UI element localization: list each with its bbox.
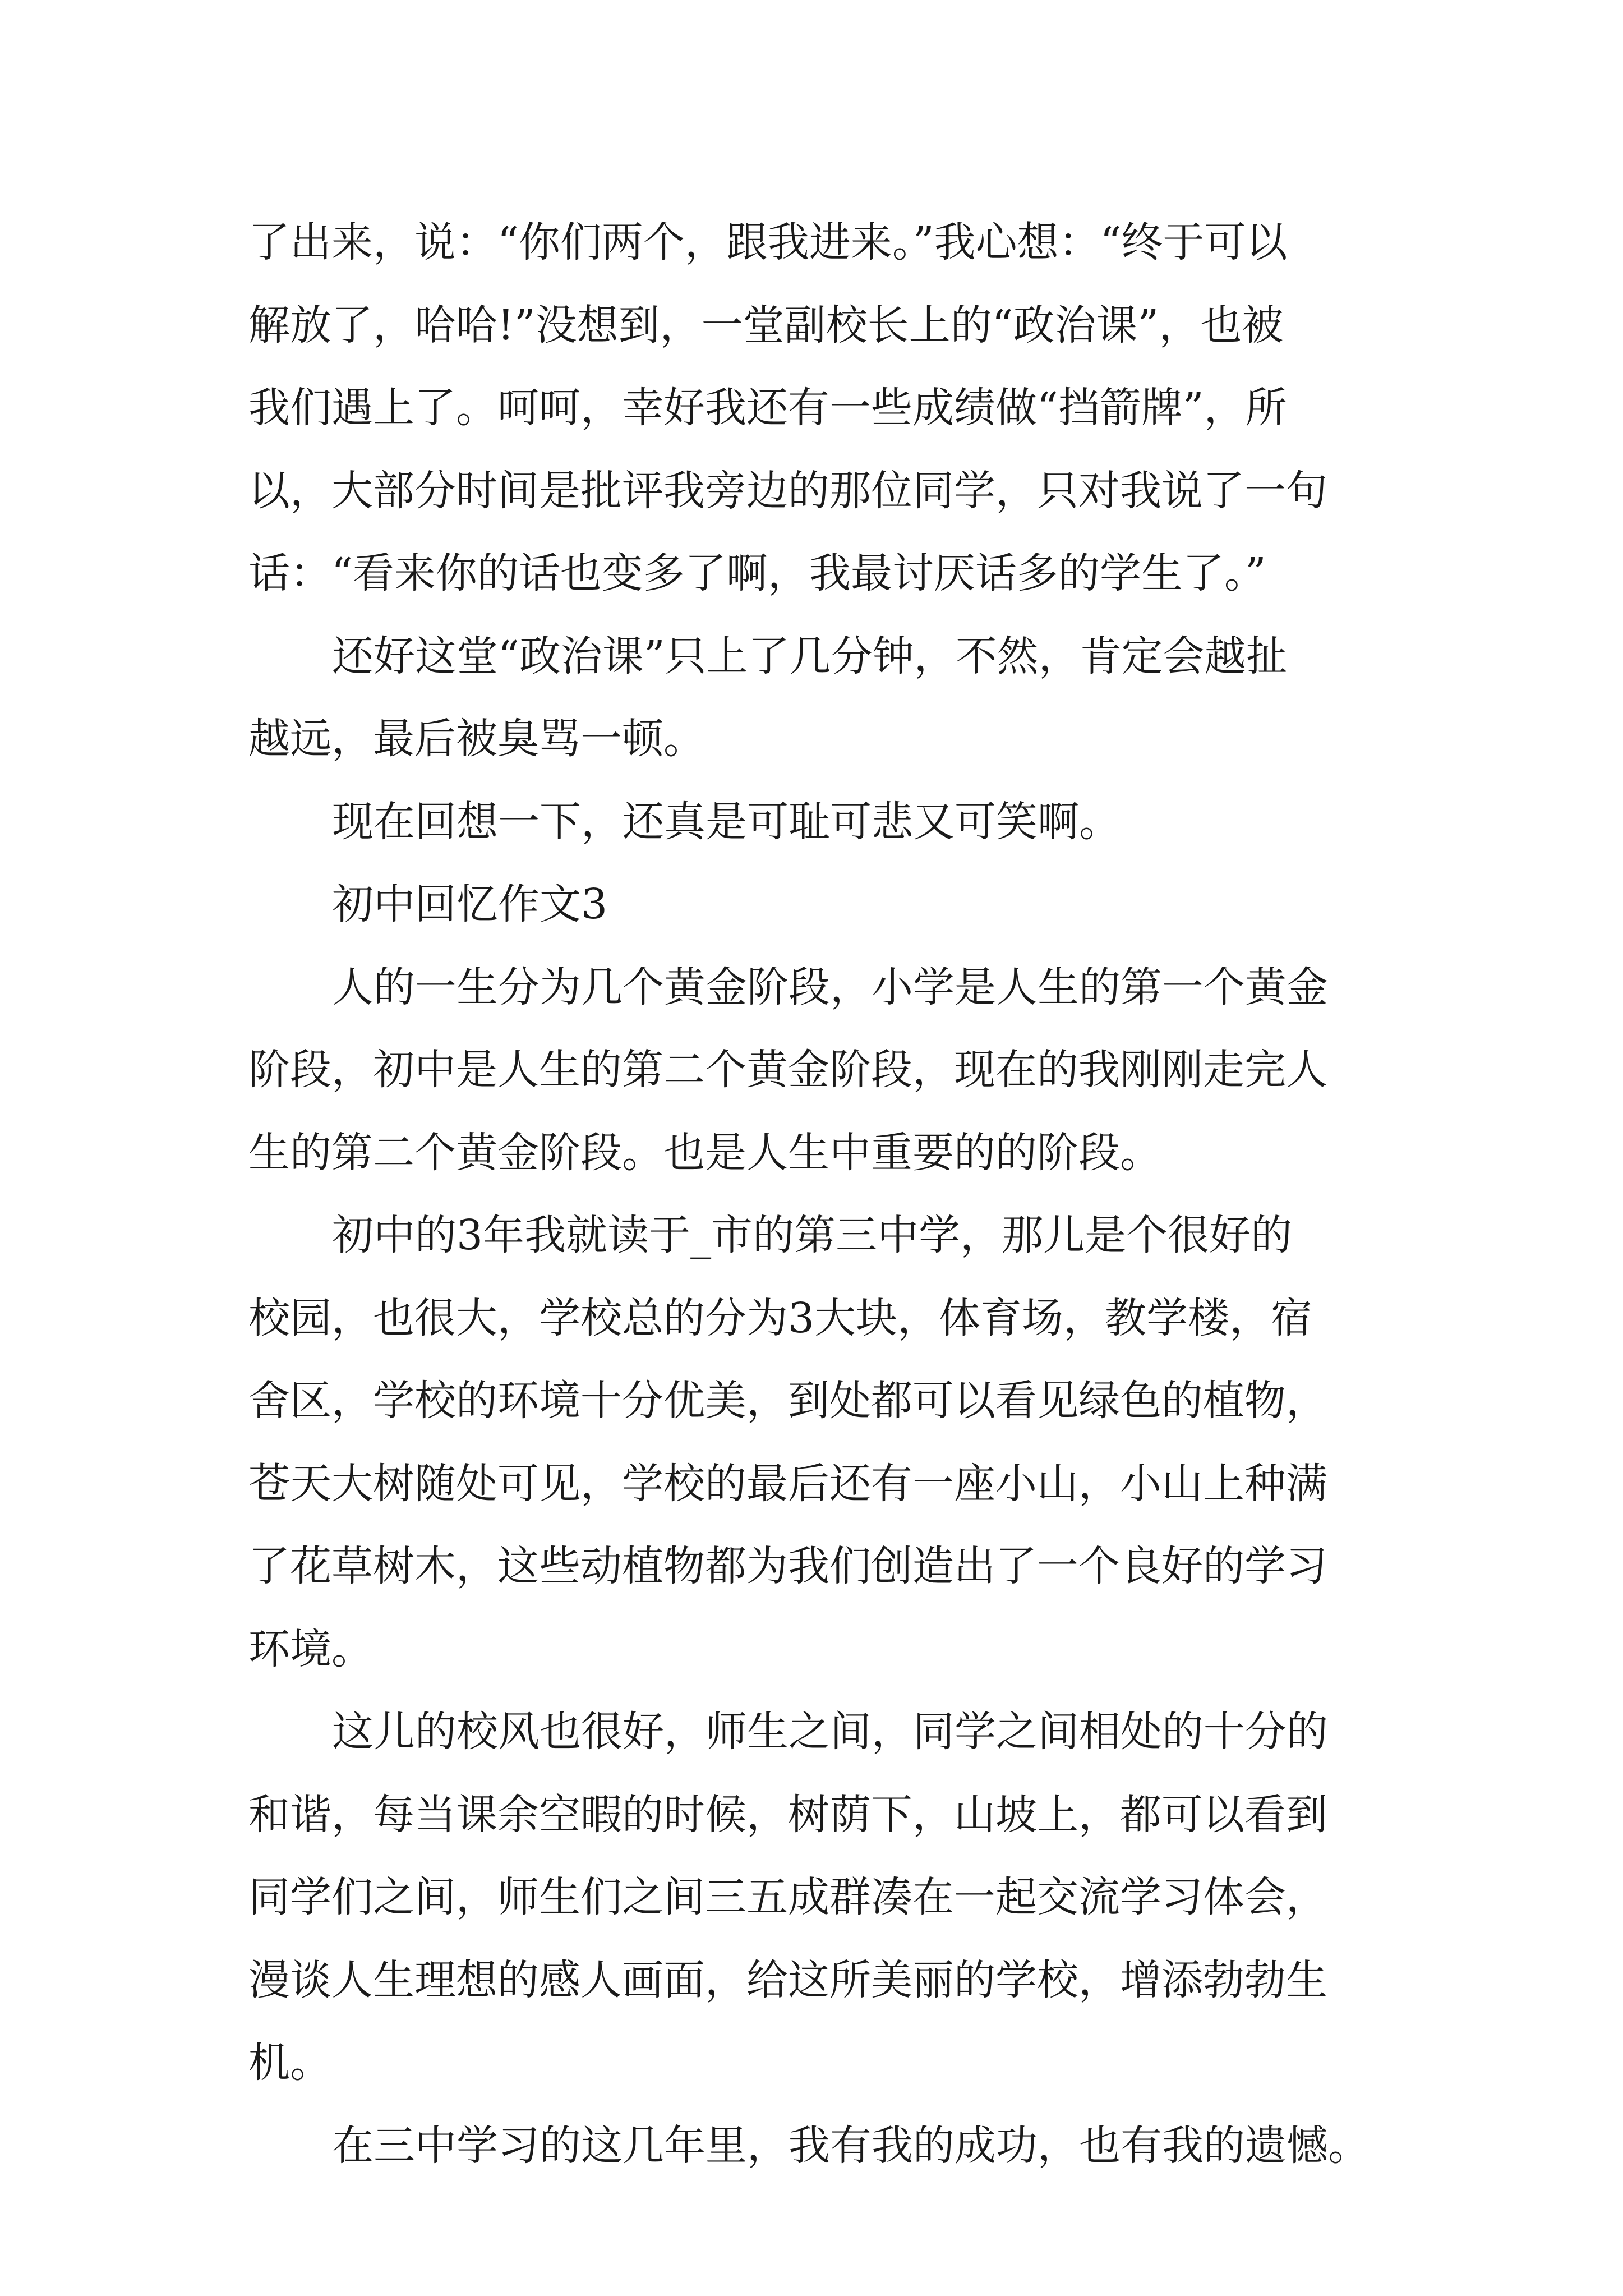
- text-line: 话：“看来你的话也变多了啊，我最讨厌话多的学生了。”: [248, 549, 1266, 597]
- section-heading: 初中回忆作文3: [332, 880, 608, 928]
- text-line: 以，大部分时间是批评我旁边的那位同学，只对我说了一句: [248, 467, 1327, 515]
- text-line: 我们遇上了。呵呵，幸好我还有一些成绩做“挡箭牌”，所: [248, 384, 1287, 432]
- text-line: 生的第二个黄金阶段。也是人生中重要的的阶段。: [248, 1129, 1161, 1177]
- text-line: 这儿的校风也很好，师生之间，同学之间相处的十分的: [332, 1708, 1328, 1756]
- text-line: 漫谈人生理想的感人画面，给这所美丽的学校，增添勃勃生: [248, 1956, 1327, 2004]
- text-line: 人的一生分为几个黄金阶段，小学是人生的第一个黄金: [332, 963, 1328, 1011]
- text-line: 机。: [248, 2039, 331, 2087]
- text-line: 苍天大树随处可见，学校的最后还有一座小山，小山上种满: [248, 1460, 1327, 1508]
- text-line: 现在回想一下，还真是可耻可悲又可笑啊。: [332, 798, 1121, 846]
- text-line: 还好这堂“政治课”只上了几分钟，不然，肯定会越扯: [332, 632, 1288, 680]
- text-line: 越远，最后被臭骂一顿。: [248, 715, 705, 763]
- text-line: 在三中学习的这几年里，我有我的成功，也有我的遗憾。: [332, 2122, 1370, 2170]
- text-line: 阶段，初中是人生的第二个黄金阶段，现在的我刚刚走完人: [248, 1046, 1327, 1094]
- text-line: 了花草树木，这些动植物都为我们创造出了一个良好的学习: [248, 1542, 1327, 1590]
- text-line: 解放了，哈哈!”没想到，一堂副校长上的“政治课”，也被: [248, 301, 1284, 349]
- text-line: 初中的3年我就读于_市的第三中学，那儿是个很好的: [332, 1211, 1293, 1259]
- text-line: 舍区，学校的环境十分优美，到处都可以看见绿色的植物，: [248, 1377, 1327, 1425]
- text-line: 和谐，每当课余空暇的时候，树荫下，山坡上，都可以看到: [248, 1791, 1327, 1839]
- text-line: 了出来，说：“你们两个，跟我进来。”我心想：“终于可以: [248, 218, 1288, 266]
- text-line: 同学们之间，师生们之间三五成群凑在一起交流学习体会，: [248, 1873, 1327, 1921]
- text-line: 环境。: [248, 1625, 373, 1673]
- text-line: 校园，也很大，学校总的分为3大块，体育场，教学楼，宿: [248, 1294, 1313, 1342]
